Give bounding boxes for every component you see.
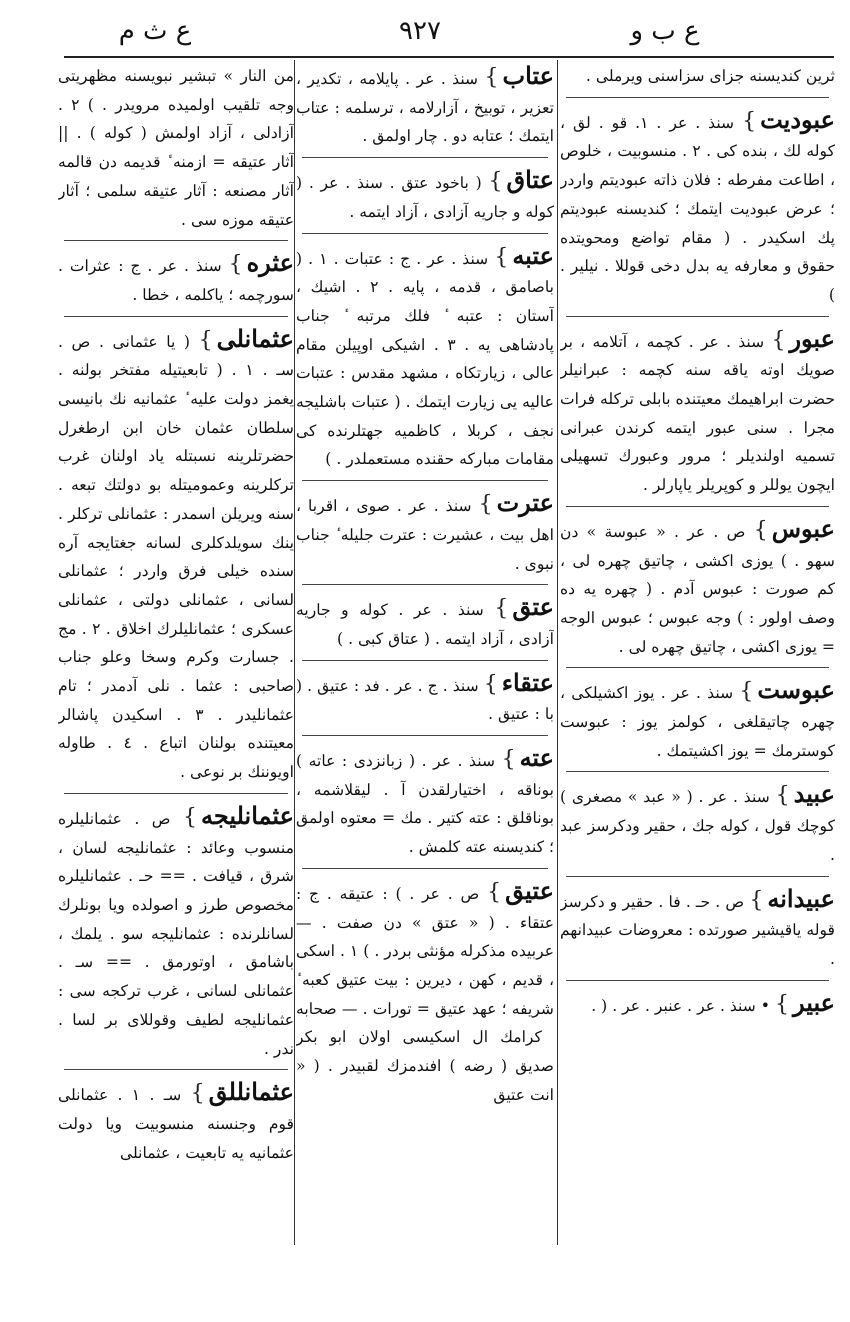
entry-abus: عبوس} ص . عر . « عبوسة » دن سهو . ) يوزى اكشى ، چاتيق چهره لى ، كم صورت : عبوس آدم . ( چهره يه ده وصف اولور : ) وجه عبوس ؛ عبوس الوجه = يوزى اكشى ، چاتيق چهره لى .	[560, 513, 835, 656]
headword: عثمانللق	[208, 1077, 294, 1107]
headword: عبوس	[771, 513, 835, 543]
entry-ubuset: عبوست} سنذ . عر . يوز اكشيلكى ، چهره چاتيقلغى ، كولمز يوز : عبوست كوسترمك = يوز اكشيتمك .	[560, 675, 835, 760]
column-divider-left	[294, 60, 295, 1245]
page-number: ٩٢٧	[399, 16, 441, 46]
headword: عبوديت	[760, 104, 835, 134]
header-letters-left: ع ث م	[118, 16, 192, 46]
headword: عثمانليجه	[201, 800, 294, 830]
entry-abir: عبير} • سنذ . عر . عنبر . عر . ( .	[591, 987, 835, 1017]
entry-ubeyd: عبيد} سنذ . عر . ( « عبد » مصغرى ) كوچك قول ، كوله جك ، حقير ودكرسز عبد .	[560, 779, 835, 864]
column-right	[560, 62, 835, 1247]
entry-text: سنذ . عر . ١. قو . لق ، كوله لك ، بنده كى . ٢ . منسوبيت ، خلوص ، اطاعت مفرطه : فلان ذاته عبوديتم واردر ؛ عرض عبوديت ايتمك ؛ كنديسنه عبوديتم پك اسكيدر . ( مقام تواضع ومحويتده حقوق و معارفه يه بدل دخى قوللا . نيلير . )	[560, 113, 835, 304]
entry-osmanlilik: عثمانللق} سـ . ١ . عثمانلى قوم وجنسنه منسوبيت ويا دولت عثمانيه يه تابعيت ، عثمانلى	[58, 1077, 294, 1162]
entry-text: سـ . ١ . عثمانلى قوم وجنسنه منسوبيت ويا دولت عثمانيه يه تابعيت ، عثمانلى	[58, 1086, 294, 1162]
entry-itk: عتق} سنذ . عر . كوله و جاريه آزادى ، آزاد ايتمه . ( عتاق كبى . )	[296, 592, 554, 648]
entry-asre: عثره} سنذ . عر . ج : عثرات . سورچمه ؛ ياكلمه ، خطا .	[58, 248, 294, 304]
headword: عتاب	[502, 62, 554, 90]
headword: عتبه	[512, 240, 554, 270]
entry-separator	[302, 868, 548, 869]
entry-itab: عتاب} سنذ . عر . پايلامه ، تكدير ، تعزير ، توبيخ ، آزارلامه ، ترسلمه : عتاب ايتمك ؛ عتابه دو . چار اولمق .	[296, 62, 554, 146]
entry-text: سنذ . عر . كچمه ، آتلامه ، بر صويك اوته ياقه سنه كچمه : عبرانيلر حضرت ابراهيمك معيتنده بابلى تركله فرات مجرا . سنى عبور ايتمه كرندن عبرانى تسميه اولنديلر ؛ مرور وعبورك تسهيلى ايچون يوللر و كوپريلر ياپارلر .	[560, 332, 835, 495]
entry-separator	[566, 771, 829, 772]
entry-separator	[302, 660, 548, 661]
entry-text: سنذ . عر . ج : عتبات . ١ . ( باصامق ، قدمه ، پايه . ٢ . اشيك ، آستان : عتبه ٔ فلك مرتبه ٔ جناب پادشاهى يه . ٣ . اشيكى اوپيلن مقام عالى ، زيارتكاه ، مشهد مقدس : عتبات عاليه يى زيارت ايتمك . ( عتبات باشليجه نجف ، كربلا ، كاظميه جهتلرنده كى مقامات مباركه حقنده مستعملدر . )	[296, 249, 554, 469]
headword: عته	[519, 743, 554, 773]
entry-separator	[64, 240, 288, 241]
entry-separator	[64, 316, 288, 317]
entry-separator	[566, 97, 829, 98]
header-letters-right: ع ب و	[630, 16, 700, 46]
entry-separator	[566, 506, 829, 507]
entry-text: ( باخود عتق . سنذ . عر . ( كوله و جاريه آزادى ، آزاد ايتمه .	[296, 174, 554, 221]
entry-separator	[302, 157, 548, 158]
headword: عبور	[789, 323, 835, 353]
entry-text: سنذ . عر . يوز اكشيلكى ، چهره چاتيقلغى ، كولمز يوز : عبوست كوسترمك = يوز اكشيتمك .	[560, 684, 835, 760]
entry-itret: عترت} سنذ . عر . صوى ، اقربا ، اهل بيت ، عشيرت : عترت جليله ٔ جناب نبوى .	[296, 488, 554, 573]
entry-separator	[566, 876, 829, 877]
headword: عبوست	[757, 675, 835, 705]
entry-continuation	[58, 62, 294, 234]
entry-separator	[64, 1069, 288, 1070]
entry-text: ص . عثمانليلره منسوب وعائد : عثمانليجه لسان ، شرق ، قيافت . == حـ . عثمانليلره مخصوص طرز و اصولده ويا بونلرك لسانلرنده : عثمانليجه سو . يلمك ، باشامق ، اوتورمق . == سـ . عثمانلى لسانى ، غرب تركجه سى : عثمانليجه لطيف وقوللاى بر لسا . ندر .	[58, 809, 294, 1058]
entry-separator	[566, 667, 829, 668]
entry-text: ثرين كنديسنه جزاى سزاسنى ويرملى .	[585, 67, 835, 85]
headword: عتقاء	[501, 667, 554, 697]
entry-separator	[566, 980, 829, 981]
headword: عبيد	[793, 779, 835, 809]
headword: عثره	[246, 248, 294, 278]
entry-text: سنذ . عر . صوى ، اقربا ، اهل بيت ، عشيرت : عترت جليله ٔ جناب نبوى .	[296, 497, 554, 573]
entry-text: ص . عر . ) : عتيقه . ج : عتقاء . ( « عتق » دن صفت . — عربيده مذكرله مؤنثى بردر . ) ١ . اسكى ، قديم ، كهن ، ديرين : بيت عتيق كعبه ٔ شريفه ؛ عهد عتيق = تورات . — صحابه ٔ كرامك ال اسكيسى اولان ابو بكر صديق ( رضه ) افندمزك لقبيدر . ( « انت عتيق	[296, 884, 554, 1104]
entry-text: • سنذ . عر . عنبر . عر . ( .	[591, 996, 770, 1015]
entry-osmanli: عثمانلى} ( يا عثمانى . ص . سـ . ١ . ( تابعيتيله مفتخر بولنه . يغمز دولت عليه ٔ عثمانيه نك بانيسى سلطان عثمان خان ابن ارطغرل حضرتلرينه نسبتله ياد اولنان غرب تركلرينه وعموميتله بو دولتك تبعه . سنه ويريلن اسمدر : عثمانلى تركلر . ينك سويلدكلرى لسانه جغتايجه آره سنده خيلى فرق واردر ؛ عثمانلى لسانى ، عثمانلى دولتى ، عثمانلى عسكرى ؛ عثمانليلرك اخلاق . ٢ . مج . جسارت وكرم وسخا وعلو جناب صاحبى : عثما . نلى آدمدر ؛ تام عثمانليدر . ٣ . اسكيدن پاشالر معيتنده بولنان اتباع . ٤ . طاوله اويوننك بر نوعى .	[58, 323, 294, 782]
headword: عتق	[512, 592, 554, 622]
entry-osmanlica: عثمانليجه} ص . عثمانليلره منسوب وعائد : عثمانليجه لسان ، شرق ، قيافت . == حـ . عثمانليلره مخصوص طرز و اصولده ويا بونلرك لسانلرنده : عثمانليجه سو . يلمك ، باشامق ، اوتورمق . == سـ . عثمانلى لسانى ، غرب تركجه سى : عثمانليجه لطيف وقوللاى بر لسا . ندر .	[58, 800, 294, 1058]
entry-text: سنذ . عر . كوله و جاريه آزادى ، آزاد ايتمه . ( عتاق كبى . )	[296, 601, 554, 648]
column-divider-right	[557, 60, 558, 1245]
headword: عبيدانه	[767, 883, 835, 913]
entry-text: ص . حـ . فا . حقير و دكرسز قوله ياقيشير صورتده : معروضات عبيدانهم .	[560, 892, 835, 968]
entry-text: سنذ . عر . ( « عبد » مصغرى ) كوچك قول ، كوله جك ، حقير ودكرسز عبد .	[560, 788, 835, 864]
header-rule	[64, 56, 834, 58]
entry-text: سنذ . عر . ج : عثرات . سورچمه ؛ ياكلمه ، خطا .	[58, 257, 294, 304]
entry-ubur: عبور} سنذ . عر . كچمه ، آتلامه ، بر صويك اوته ياقه سنه كچمه : عبرانيلر حضرت ابراهيمك معيتنده بابلى تركله فرات مجرا . سنى عبور ايتمه كرندن عبرانى تسميه اولنديلر ؛ مرور وعبورك تسهيلى ايچون يوللر و كوپريلر ياپارلر .	[560, 323, 835, 495]
entry-text: ( يا عثمانى . ص . سـ . ١ . ( تابعيتيله مفتخر بولنه . يغمز دولت عليه ٔ عثمانيه نك بانيسى سلطان عثمان خان ابن ارطغرل حضرتلرينه نسبتله ياد اولنان غرب تركلرينه وعموميتله بو دولتك تبعه . سنه ويريلن اسمدر : عثمانلى تركلر . ينك سويلدكلرى لسانه جغتايجه آره سنده خيلى فرق واردر ؛ عثمانلى لسانى ، عثمانلى دولتى ، عثمانلى عسكرى ؛ عثمانليلرك اخلاق . ٢ . مج . جسارت وكرم وسخا وعلو جناب صاحبى : عثما . نلى آدمدر ؛ تام عثمانليدر . ٣ . اسكيدن پاشالر معيتنده بولنان اتباع . ٤ . طاوله اويوننك بر نوعى .	[58, 332, 294, 782]
entry-text: سنذ . عر . ( زبانزدى : عاته ) بوناقه ، اختيارلقدن آ . ليقلاشمه ، بوناقلق : عته كتير . مك = معتوه اولمق ؛ كنديسنه عته كلمش .	[296, 752, 554, 857]
headword: عترت	[496, 488, 554, 518]
entry-separator	[64, 793, 288, 794]
entry-continuation	[560, 62, 835, 91]
entry-text: من النار » تبشير نبويسنه مظهريتى وجه تلقيب اولميده مرويدر . ) ٢ . آزادلى ، آزاد اولمش ( كوله ) . || آثار عتيقه = ازمنه ٔ قديمه دن قالمه آثار مصنعه : آثار عتيقه سلمى ؛ آثار عتيقه موزه سى .	[58, 67, 294, 229]
entry-text: سنذ . عر . پايلامه ، تكدير ، تعزير ، توبيخ ، آزارلامه ، ترسلمه : عتاب ايتمك ؛ عتابه دو . چار اولمق .	[296, 70, 554, 146]
entry-ubudiyet: عبوديت} سنذ . عر . ١. قو . لق ، كوله لك ، بنده كى . ٢ . منسوبيت ، خلوص ، اطاعت مفرطه : فلان ذاته عبوديتم واردر ؛ عرض عبوديت ايتمك ؛ كنديسنه عبوديتم پك اسكيدر . ( مقام تواضع ومحويتده حقوق و معارفه يه بدل دخى قوللا . نيلير . )	[560, 104, 835, 304]
entry-itak: عتاق} ( باخود عتق . سنذ . عر . ( كوله و جاريه آزادى ، آزاد ايتمه .	[296, 165, 554, 221]
headword: عثمانلى	[216, 323, 294, 353]
entry-atabe: عتبه} سنذ . عر . ج : عتبات . ١ . ( باصامق ، قدمه ، پايه . ٢ . اشيك ، آستان : عتبه ٔ فلك مرتبه ٔ جناب پادشاهى يه . ٣ . اشيكى اوپيلن مقام عالى ، زيارتكاه ، مشهد مقدس : عتبات عاليه يى زيارت ايتمك . ( عتبات باشليجه نجف ، كربلا ، كاظميه جهتلرنده كى مقامات مباركه حقنده مستعملدر . )	[296, 240, 554, 469]
entry-separator	[302, 233, 548, 234]
entry-atik: عتيق} ص . عر . ) : عتيقه . ج : عتقاء . ( « عتق » دن صفت . — عربيده مذكرله مؤنثى بردر . ) ١ . اسكى ، قديم ، كهن ، ديرين : بيت عتيق كعبه ٔ شريفه ؛ عهد عتيق = تورات . — صحابه ٔ كرامك ال اسكيسى اولان ابو بكر صديق ( رضه ) افندمزك لقبيدر . ( « انت عتيق	[296, 875, 554, 1104]
entry-ubeydane: عبيدانه} ص . حـ . فا . حقير و دكرسز قوله ياقيشير صورتده : معروضات عبيدانهم .	[560, 883, 835, 968]
headword: عتاق	[506, 165, 554, 195]
headword: عتيق	[505, 875, 554, 905]
entry-separator	[302, 584, 548, 585]
entry-separator	[302, 480, 548, 481]
entry-ateh: عته} سنذ . عر . ( زبانزدى : عاته ) بوناقه ، اختيارلقدن آ . ليقلاشمه ، بوناقلق : عته كتير . مك = معتوه اولمق ؛ كنديسنه عته كلمش .	[296, 743, 554, 857]
headword: عبير	[792, 987, 835, 1017]
entry-text: سنذ . ج . عر . فد : عتيق . ( با : عتيق .	[296, 676, 554, 724]
entry-utekaa: عتقاء} سنذ . ج . عر . فد : عتيق . ( با : عتيق .	[296, 667, 554, 724]
column-left	[58, 62, 294, 1247]
entry-separator	[566, 316, 829, 317]
column-middle	[296, 62, 554, 1247]
entry-separator	[302, 735, 548, 736]
entry-text: ص . عر . « عبوسة » دن سهو . ) يوزى اكشى ، چاتيق چهره لى ، كم صورت : عبوس آدم . ( چهره يه ده وصف اولور : ) وجه عبوس ؛ عبوس الوجه = يوزى اكشى ، چاتيق چهره لى .	[560, 522, 835, 656]
